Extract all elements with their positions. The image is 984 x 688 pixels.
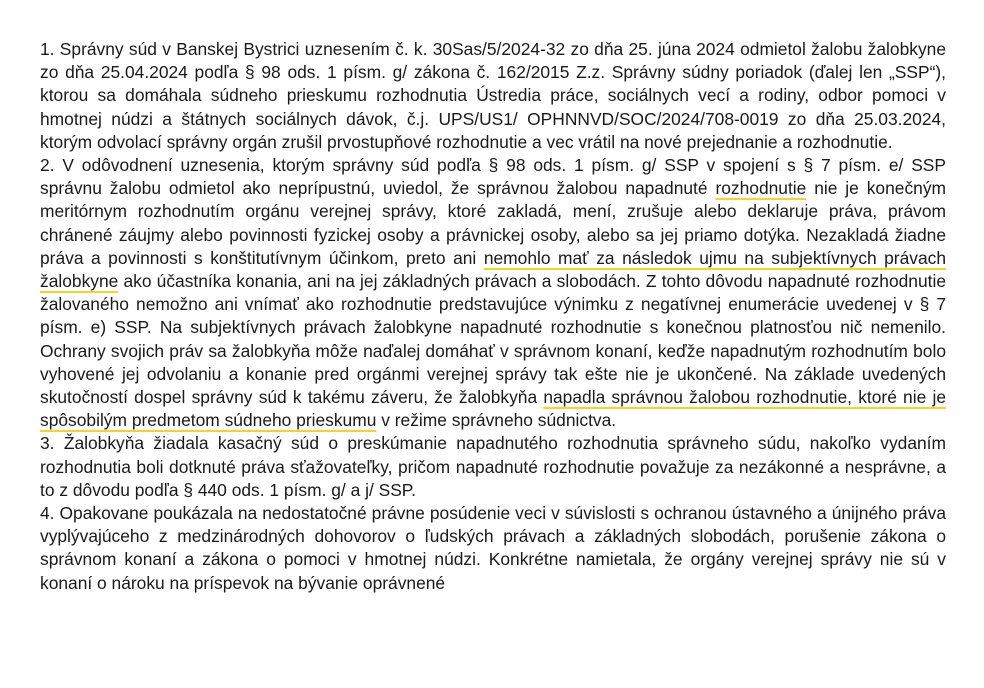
paragraph-2 xyxy=(40,154,946,432)
paragraph-2-text: 2. V odôvodnení uznesenia, ktorým správny súd podľa § 98 ods. 1 písm. g/ SSP v spojení s § 7 písm. e/ SSP správnu žalobu odmietol ako neprípustnú, uviedol, že správnou žalobou napadnuté xyxy=(40,155,946,199)
document-page xyxy=(40,38,946,595)
paragraph-2-text: v režime správneho súdnictva. xyxy=(376,410,617,431)
paragraph-2-text: nie je konečným meritórnym rozhodnutím orgánu verejnej správy, ktoré zakladá, mení, zrušuje alebo deklaruje práva, právom chránené záujmy alebo povinnosti fyzickej osoby a právnickej osoby, alebo sa jej priamo dotýka. Nezakladá žiadne práva a povinnosti s konštitutívnym účinkom, preto ani xyxy=(40,178,946,268)
paragraph-3 xyxy=(40,432,946,502)
highlighted-phrase-predmet-prieskumu: napadla správnou žalobou rozhodnutie, ktoré nie je spôsobilým predmetom súdneho prieskumu xyxy=(40,387,946,431)
paragraph-4 xyxy=(40,502,946,595)
paragraph-1 xyxy=(40,38,946,154)
paragraph-4-text: 4. Opakovane poukázala na nedostatočné právne posúdenie veci v súvislosti s ochranou ústavného a únijného práva vyplývajúceho z medzinárodných dohovorov o ľudských právach a základných slobodách, porušenie zákona o správnom konaní a zákona o pomoci v hmotnej núdzi. Konkrétne namietala, že orgány verejnej správy nie sú v konaní o nároku na príspevok na bývanie oprávnené xyxy=(40,503,946,593)
highlighted-phrase-ujma: nemohlo mať za následok ujmu na subjektívnych právach žalobkyne xyxy=(40,247,946,292)
highlighted-phrase-rozhodnutie: rozhodnutie xyxy=(715,178,807,199)
paragraph-2-text: ako účastníka konania, ani na jej základných právach a slobodách. Z tohto dôvodu napadnuté rozhodnutie žalovaného nemožno ani vnímať ako rozhodnutie predstavujúce výnimku z negatívnej enumerácie uvedenej v § 7 písm. e) SSP. Na subjektívnych právach žalobkyne napadnuté rozhodnutie s konečnou platnosťou nič nemenilo. Ochrany svojich práv sa žalobkyňa môže naďalej domáhať v správnom konaní, keďže napadnutým rozhodnutím bolo vyhovené jej odvolaniu a konanie pred orgánmi verejnej správy tak ešte nie je ukončené. Na základe uvedených skutočností dospel správny súd k takému záveru, že žalobkyňa xyxy=(40,271,946,408)
paragraph-1-text: 1. Správny súd v Banskej Bystrici uznesením č. k. 30Sas/5/2024-32 zo dňa 25. júna 2024 odmietol žalobu žalobkyne zo dňa 25.04.2024 podľa § 98 ods. 1 písm. g/ zákona č. 162/2015 Z.z. Správny súdny poriadok (ďalej len „SSP“), ktorou sa domáhala súdneho prieskumu rozhodnutia Ústredia práce, sociálnych vecí a rodiny, odbor pomoci v hmotnej núdzi a štátnych sociálnych dávok, č.j. UPS/US1/ OPHNNVD/SOC/2024/708-0019 zo dňa 25.03.2024, ktorým odvolací správny orgán zrušil prvostupňové rozhodnutie a vec vrátil na nové prejednanie a rozhodnutie. xyxy=(40,39,946,152)
paragraph-3-text: 3. Žalobkyňa žiadala kasačný súd o preskúmanie napadnutého rozhodnutia správneho súdu, nakoľko vydaním rozhodnutia boli dotknuté práva sťažovateľky, pričom napadnuté rozhodnutie považuje za nezákonné a nesprávne, a to z dôvodu podľa § 440 ods. 1 písm. g/ a j/ SSP. xyxy=(40,433,946,500)
